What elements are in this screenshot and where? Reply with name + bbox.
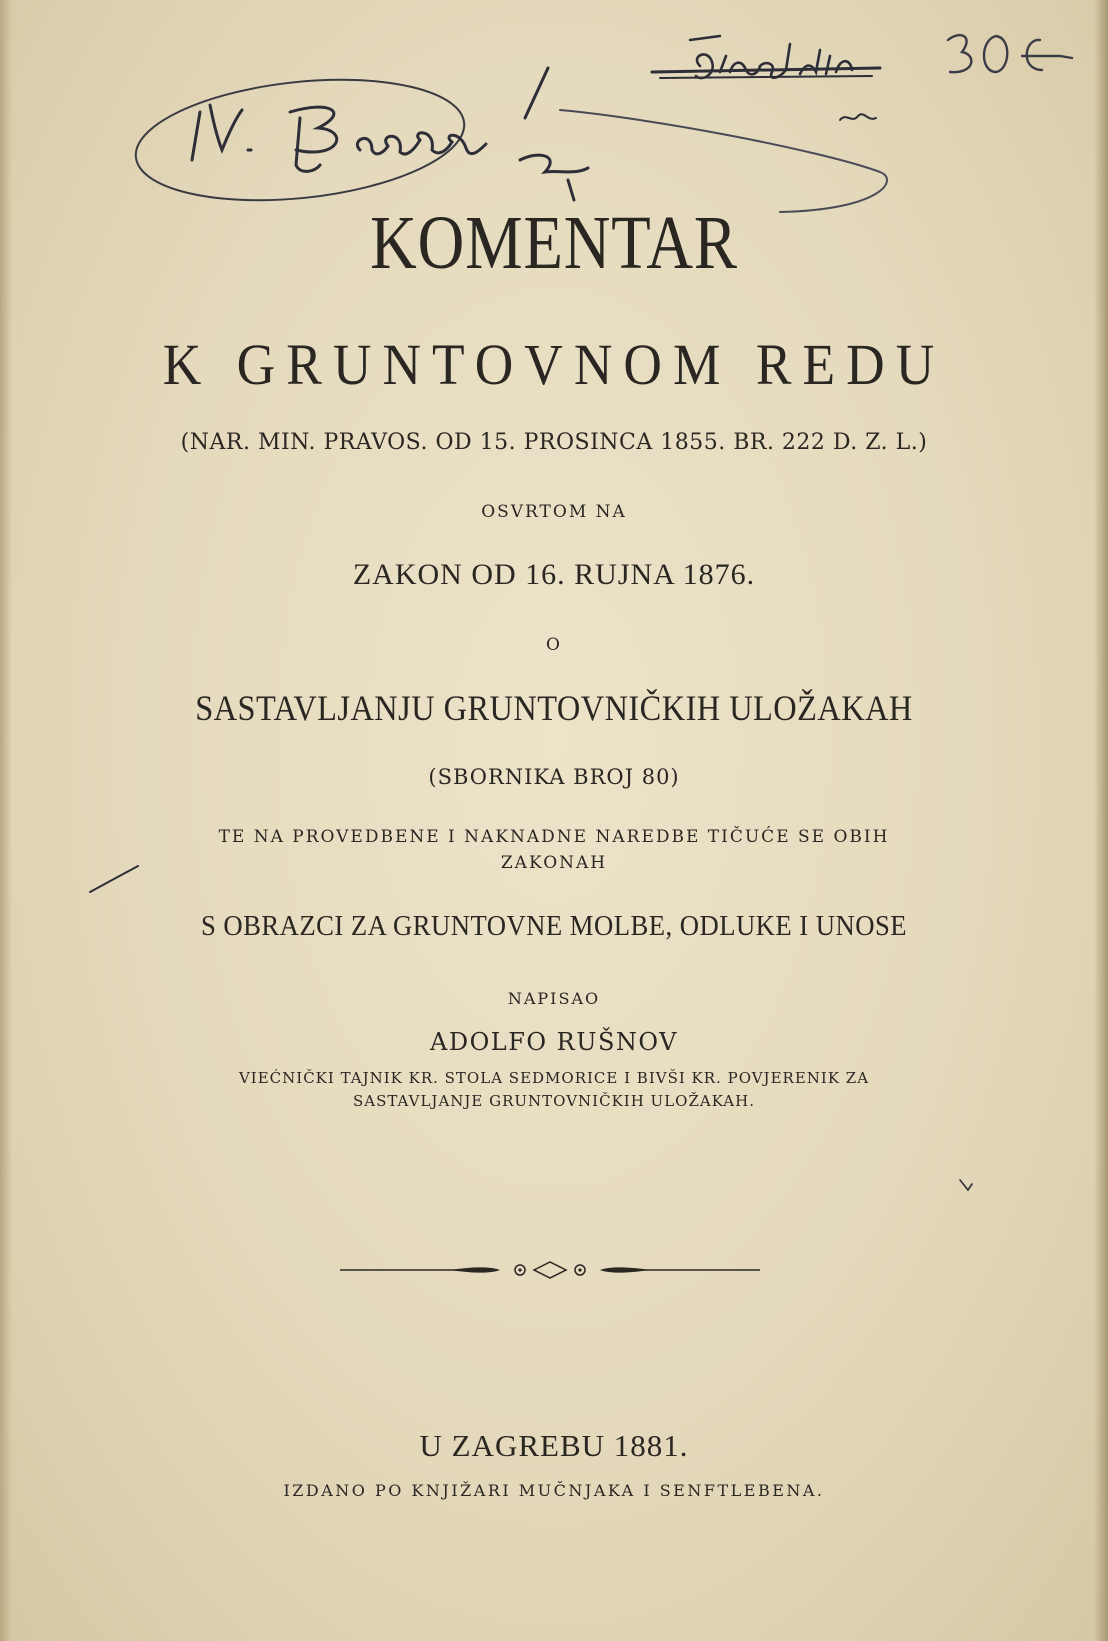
price-mark [948, 35, 1072, 72]
connector-o: O [546, 635, 562, 655]
signature-stroke [520, 155, 588, 200]
sbornika-reference: (SBORNIKA BROJ 80) [428, 765, 680, 789]
strike-through-line [652, 68, 880, 72]
napisao-label: NAPISAO [507, 989, 601, 1008]
crossed-out-name [696, 44, 852, 78]
author-role-line-2: SASTAVLJANJE GRUNTOVNIČKIH ULOŽAKAH. [352, 1092, 755, 1110]
sastavljanju-heading: SASTAVLJANJU GRUNTOVNIČKIH ULOŽAKAH [195, 688, 913, 728]
obrazci-line: S OBRAZCI ZA GRUNTOVNE MOLBE, ODLUKE I UNOSE [200, 910, 908, 942]
title-komentar: KOMENTAR [370, 201, 738, 285]
law-reference: (NAR. MIN. PRAVOS. OD 15. PROSINCA 1855. BR. 222 D. Z. L.) [180, 430, 928, 455]
zakon-line: ZAKON OD 16. RUJNA 1876. [352, 558, 756, 591]
signature-stroke [192, 105, 251, 160]
author-role-line-1: VIEĆNIČKI TAJNIK KR. STOLA SEDMORICE I BIVŠI KR. POVJERENIK ZA [238, 1069, 870, 1087]
author-name: ADOLFO RUŠNOV [430, 1028, 678, 1056]
provedbene-line-1: TE NA PROVEDBENE I NAKNADNE NAREDBE TIČUĆE SE OBIH [218, 827, 890, 847]
signature-stroke [290, 107, 337, 171]
signature-stroke [357, 133, 486, 154]
title-gruntovnom-redu: K GRUNTOVNOM REDU [162, 332, 946, 397]
signature-stroke [525, 68, 548, 118]
strike-through-line [660, 76, 872, 78]
publisher-line: IZDANO PO KNJIŽARI MUČNJAKA I SENFTLEBENA. [283, 1481, 825, 1500]
decorative-rule-ornament [340, 1258, 760, 1282]
underline-swoosh [560, 110, 887, 212]
margin-pen-tick [960, 1180, 972, 1190]
strike-through-line [690, 36, 720, 40]
osvrtom-na: OSVRTOM NA [481, 502, 627, 522]
note-scribble [840, 114, 876, 120]
place-and-year: U ZAGREBU 1881. [419, 1428, 689, 1463]
provedbene-line-2: ZAKONAH [500, 853, 608, 873]
